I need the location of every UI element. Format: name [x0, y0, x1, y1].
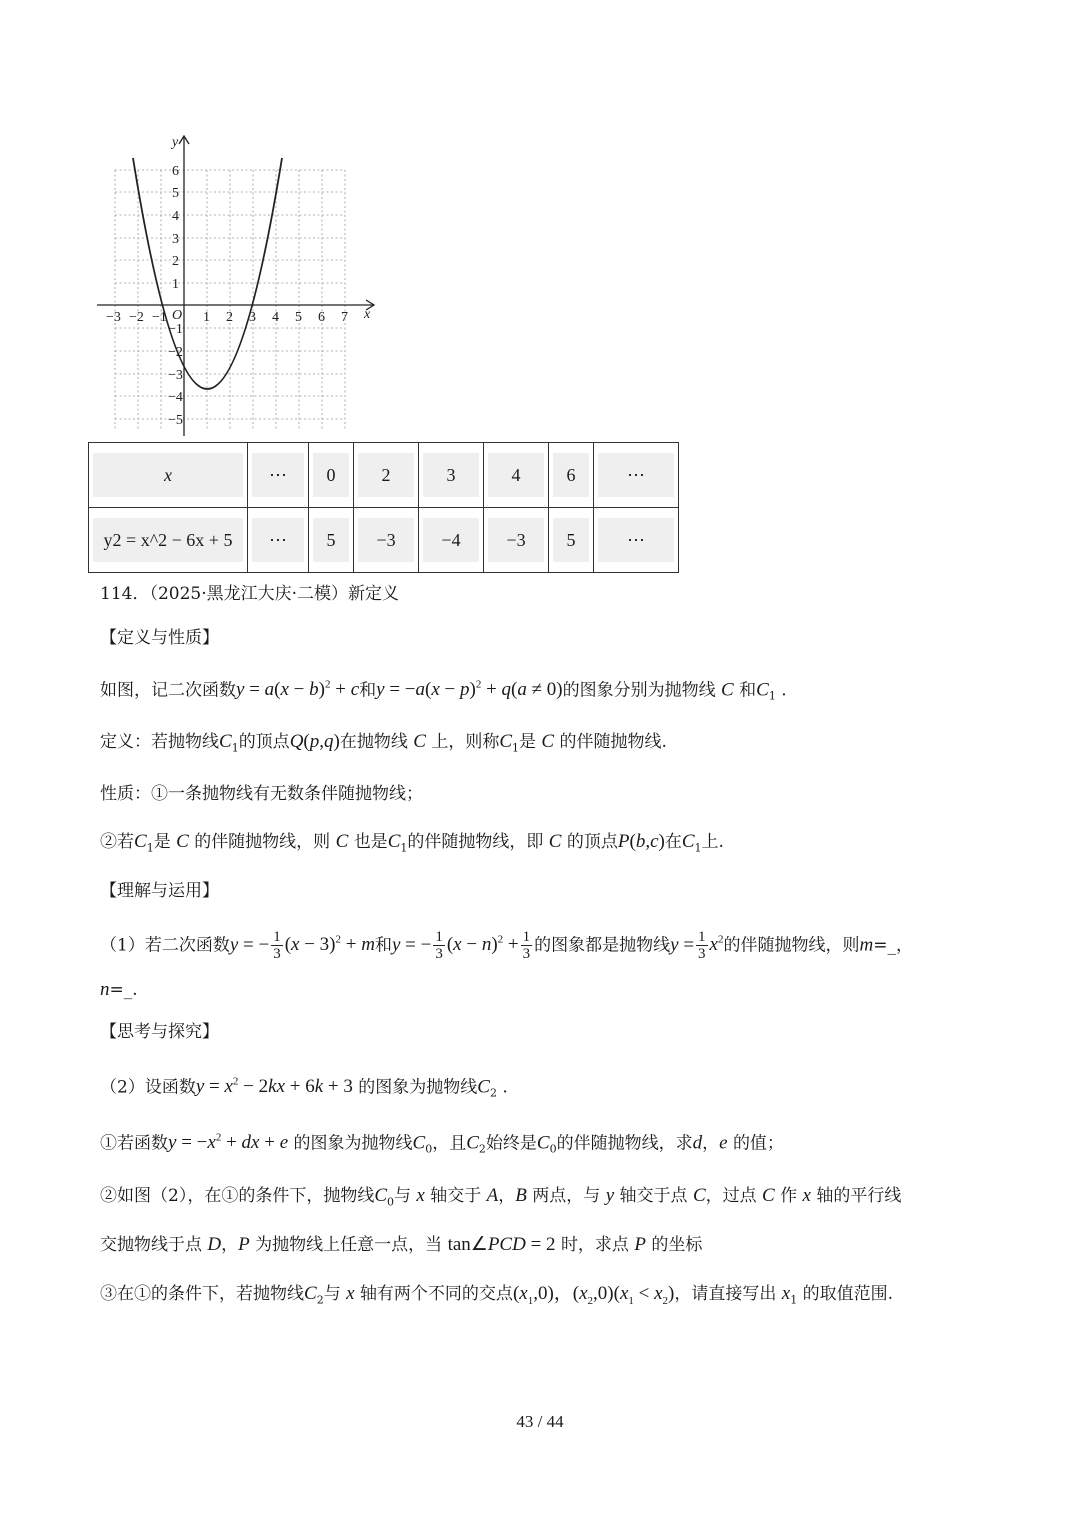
x-tick-label: 5 — [295, 310, 302, 325]
origin-label: O — [172, 308, 183, 323]
question-2-part-3: ③在①的条件下，若抛物线$C_2$与 x 轴有两个不同的交点$(x_1,0)$，$(x_2,0)(x_1 < x_2)$，请直接写出 $x_1$ 的取值范围. — [100, 1283, 894, 1307]
intro-line: 如图，记二次函数$y = a(x - b)^2 + c$和$y = -a(x - p)^2 + q(a \ne 0)$的图象分别为抛物线 C 和$C_1$ . — [100, 679, 787, 703]
table-cell: 6 — [553, 453, 589, 497]
table-cell: ⋯ — [598, 518, 674, 562]
value-table — [88, 442, 679, 573]
table-cell: 0 — [313, 453, 349, 497]
y-tick-label: 5 — [172, 186, 179, 201]
x-tick-label: 3 — [249, 310, 256, 325]
page-number: 43 / 44 — [516, 1412, 564, 1431]
y-tick-label: 2 — [172, 254, 179, 269]
question-2: （2）设函数$y = x^2 - 2kx + 6k + 3$ 的图象为抛物线$C_2$ . — [100, 1076, 508, 1100]
question-2-part-2-line-1: ②如图（2），在①的条件下，抛物线$C_0$与 x 轴交于 A，B 两点，与 y 轴交于点 C，过点 C 作 x 轴的平行线 — [100, 1185, 902, 1209]
question-2-part-1: ①若函数$y = -x^2$ + dx + e 的图象为抛物线$C_0$，且$C_2$始终是$C_0$的伴随抛物线，求d，e 的值； — [100, 1132, 784, 1156]
property-2: ②若$C_1$是 C 的伴随抛物线，则 C 也是$C_1$的伴随抛物线，即 C 的顶点P(b,c)在$C_1$上. — [100, 831, 724, 855]
y-tick-label: −3 — [168, 368, 183, 383]
x-tick-label: −2 — [129, 310, 144, 325]
table-cell: ⋯ — [252, 453, 304, 497]
y-tick-label: 3 — [172, 232, 179, 247]
y-tick-label: −2 — [168, 345, 183, 360]
x-tick-label: −3 — [106, 310, 121, 325]
x-axis-label: x — [364, 307, 371, 322]
question-1-cont: n=_. — [100, 979, 138, 1000]
x-tick-label: 7 — [341, 310, 348, 325]
y-tick-label: −4 — [168, 390, 183, 405]
x-tick-label: 4 — [272, 310, 279, 325]
x-tick-label: 6 — [318, 310, 325, 325]
x-tick-label: −1 — [152, 310, 167, 325]
y-tick-label: −5 — [168, 413, 183, 428]
table-cell: −4 — [423, 518, 479, 562]
y-tick-label: −1 — [168, 322, 183, 337]
problem-number: 114．（2025·黑龙江大庆·二模）新定义 — [100, 584, 400, 604]
table-row-label: y2 = x^2 − 6x + 5 — [93, 518, 243, 562]
parabola-graph — [92, 128, 392, 440]
property-1: 性质：①一条抛物线有无数条伴随抛物线； — [100, 784, 423, 804]
table-cell: 5 — [313, 518, 349, 562]
grid — [115, 170, 345, 430]
axes — [97, 136, 374, 436]
section-heading: 【理解与运用】 — [100, 881, 219, 901]
x-tick-label: 1 — [203, 310, 210, 325]
y-tick-label: 4 — [172, 209, 179, 224]
table-cell: −3 — [358, 518, 414, 562]
y-tick-label: 6 — [172, 164, 179, 179]
table-cell: x — [93, 453, 243, 497]
table-row — [89, 508, 679, 573]
table-cell: 2 — [358, 453, 414, 497]
table-row — [89, 443, 679, 508]
x-tick-label: 2 — [226, 310, 233, 325]
table-cell: 5 — [553, 518, 589, 562]
table-cell: 4 — [488, 453, 544, 497]
question-2-part-2-line-2: 交抛物线于点 D，P 为抛物线上任意一点，当 tan∠PCD = 2 时，求点 P 的坐标 — [100, 1234, 703, 1255]
definition-line: 定义：若抛物线$C_1$的顶点Q(p,q)在抛物线 C 上，则称$C_1$是 C 的伴随抛物线. — [100, 731, 667, 755]
section-heading: 【定义与性质】 — [100, 628, 219, 648]
y-axis-label: y — [172, 135, 179, 150]
table-cell: 3 — [423, 453, 479, 497]
y-tick-label: 1 — [172, 277, 179, 292]
parabola-curve — [133, 158, 282, 389]
table-cell: ⋯ — [598, 453, 674, 497]
table-cell: −3 — [488, 518, 544, 562]
question-1: （1）若二次函数y = − $\frac{1}{3}$ $(x - 3)^2 + m$和y = − $\frac{1}{3}$ $(x - n)^2$ + $\frac{1}{3}$ 的图象都是抛物线y = $\frac{1}{3}$ $x^2$的伴随抛物线，则m=_， — [100, 929, 913, 963]
table-cell: ⋯ — [252, 518, 304, 562]
section-heading: 【思考与探究】 — [100, 1022, 219, 1042]
